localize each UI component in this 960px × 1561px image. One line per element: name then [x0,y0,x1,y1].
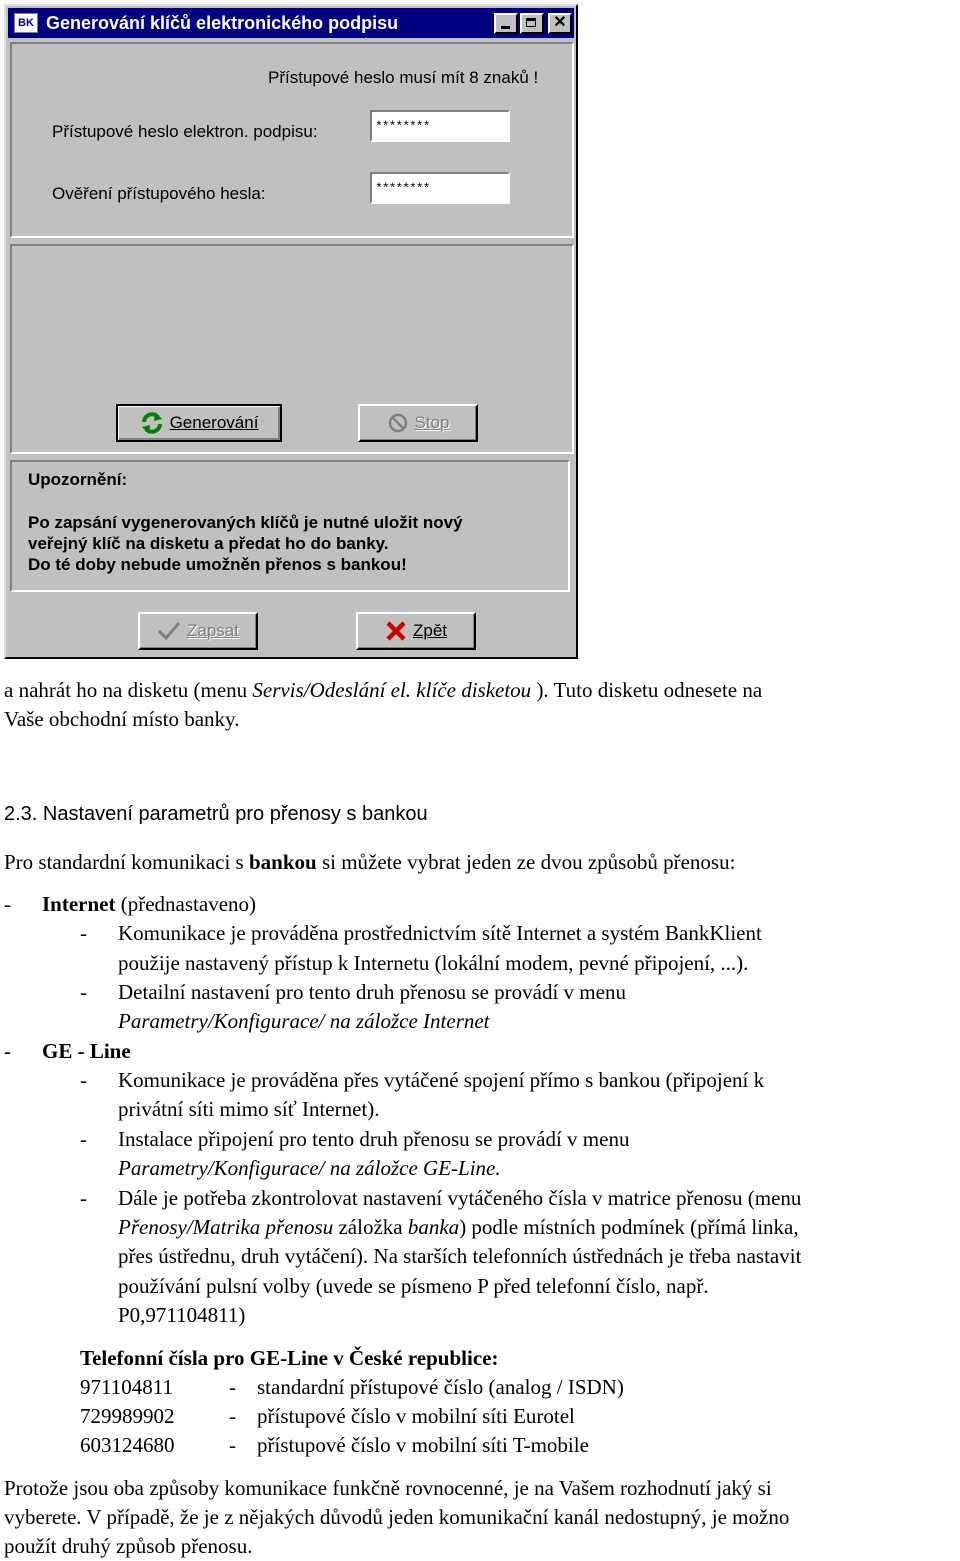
back-button-label: Zpět [412,621,448,640]
geline-item3-line1: Dále je potřeba zkontrolovat nastavení vytáčeného čísla v matrice přenosu (menu [118,1186,802,1210]
section-heading: 2.3. Nastavení parametrů pro přenosy s bankou [4,803,428,825]
stop-icon [387,412,409,434]
close-icon[interactable]: ✕ [548,13,572,34]
tab-name: banka [407,1215,460,1239]
notice-line: veřejný klíč na disketu a předat ho do banky. [28,534,389,553]
geline-item3-line4: používání pulsní volby (uvede se písmeno P před telefonní číslo, např. [118,1274,709,1298]
back-button[interactable] [356,612,476,650]
bullet-dash: - [4,892,11,916]
phone-description: přístupové číslo v mobilní síti Eurotel [257,1404,575,1428]
geline-item3-line5: P0,971104811) [118,1303,246,1327]
geline-item1-line2: privátní síti mimo síť Internet). [118,1097,380,1121]
text: záložka [333,1215,408,1239]
title-bar[interactable] [8,8,574,38]
maximize-icon[interactable] [520,13,544,34]
notice-panel [10,460,570,592]
text: ) podle místních podmínek (přímá linka, [459,1215,799,1239]
keygen-dialog [4,4,578,659]
intro-menu-path: Servis/Odeslání el. klíče disketou [252,678,532,702]
bullet-dash: - [229,1404,236,1428]
geline-item2-line1: Instalace připojení pro tento druh přenosu se provádí v menu [118,1127,630,1151]
phone-number: 971104811 [80,1375,173,1399]
lead-bold: bankou [248,850,317,874]
internet-item1-line1: Komunikace je prováděna prostřednictvím sítě Internet a systém BankKlient [118,921,762,945]
notice-line: Do té doby nebude umožněn přenos s bankou! [28,555,407,574]
bullet-dash: - [4,1039,11,1063]
save-button[interactable] [138,612,258,650]
app-icon: BK [14,13,38,33]
intro-text-end: ). Tuto disketu odnesete na [531,678,763,702]
internet-note: (přednastaveno) [115,892,257,916]
bullet-dash: - [229,1375,236,1399]
notice-title: Upozornění: [28,470,128,489]
password-input[interactable] [370,110,510,142]
window-title: Generování klíčů elektronického podpisu [46,13,399,33]
phone-number: 729989902 [80,1404,175,1428]
geline-item3-line3: přes ústřednu, druh vytáčení). Na starších telefonních ústřednách je třeba nastavit [118,1244,802,1268]
phone-description: standardní přístupové číslo (analog / ISDN) [257,1375,624,1399]
verify-password-input[interactable] [370,172,510,204]
red-x-icon [385,620,407,642]
password-panel [10,42,574,238]
bullet-dash: - [229,1433,236,1457]
phones-title: Telefonní čísla pro GE-Line v České republice: [80,1346,499,1370]
internet-item1-line2: použije nastavený přístup k Internetu (lokální modem, pevné připojení, ...). [118,951,749,975]
geline-heading: GE - Line [42,1039,131,1063]
geline-item2-line2: Parametry/Konfigurace/ na záložce GE-Line. [118,1156,501,1180]
lead-text: Pro standardní komunikaci s [4,850,249,874]
stop-button[interactable] [358,404,478,442]
internet-item2-line2: Parametry/Konfigurace/ na záložce Internet [118,1009,490,1033]
bullet-dash: - [80,921,87,945]
geline-item3-line2 [118,1215,799,1239]
phone-number: 603124680 [80,1433,175,1457]
closing-line-2: vyberete. V případě, že je z nějakých důvodů jeden komunikační kanál nedostupný, je možno [4,1505,790,1529]
save-button-label: Zapsat [187,621,239,640]
internet-item2-line1: Detailní nastavení pro tento druh přenosu se provádí v menu [118,980,626,1004]
lead-paragraph [4,850,735,874]
bullet-dash: - [80,1068,87,1092]
password-length-warning: Přístupové heslo musí mít 8 znaků ! [268,68,539,87]
intro-line-2: Vaše obchodní místo banky. [4,707,240,731]
stop-button-label: Stop [414,413,450,432]
matrix-menu-path: Přenosy/Matrika přenosu [118,1215,334,1239]
notice-text [28,512,558,575]
generate-button[interactable] [116,404,282,442]
bullet-dash: - [80,1127,87,1151]
intro-line-1 [4,678,762,702]
generate-button-label: Generování [169,413,259,432]
bullet-dash: - [80,1186,87,1210]
closing-line-1: Protože jsou oba způsoby komunikace funkčně rovnocenné, je na Vašem rozhodnutí jaký si [4,1476,772,1500]
minimize-icon[interactable] [494,13,518,34]
internet-heading [42,892,256,916]
generate-panel [10,244,574,454]
internet-title: Internet [42,892,116,916]
geline-item1-line1: Komunikace je prováděna přes vytáčené spojení přímo s bankou (připojení k [118,1068,765,1092]
phone-description: přístupové číslo v mobilní síti T-mobile [257,1433,589,1457]
lead-text-end: si můžete vybrat jeden ze dvou způsobů přenosu: [316,850,736,874]
closing-line-3: použít druhý způsob přenosu. [4,1534,253,1558]
refresh-icon [140,411,164,435]
intro-text: a nahrát ho na disketu (menu [4,678,253,702]
password-label: Přístupové heslo elektron. podpisu: [52,122,318,141]
bullet-dash: - [80,980,87,1004]
notice-line: Po zapsání vygenerovaných klíčů je nutné uložit nový [28,513,463,532]
checkmark-icon [157,621,181,641]
verify-password-label: Ověření přístupového hesla: [52,184,266,203]
